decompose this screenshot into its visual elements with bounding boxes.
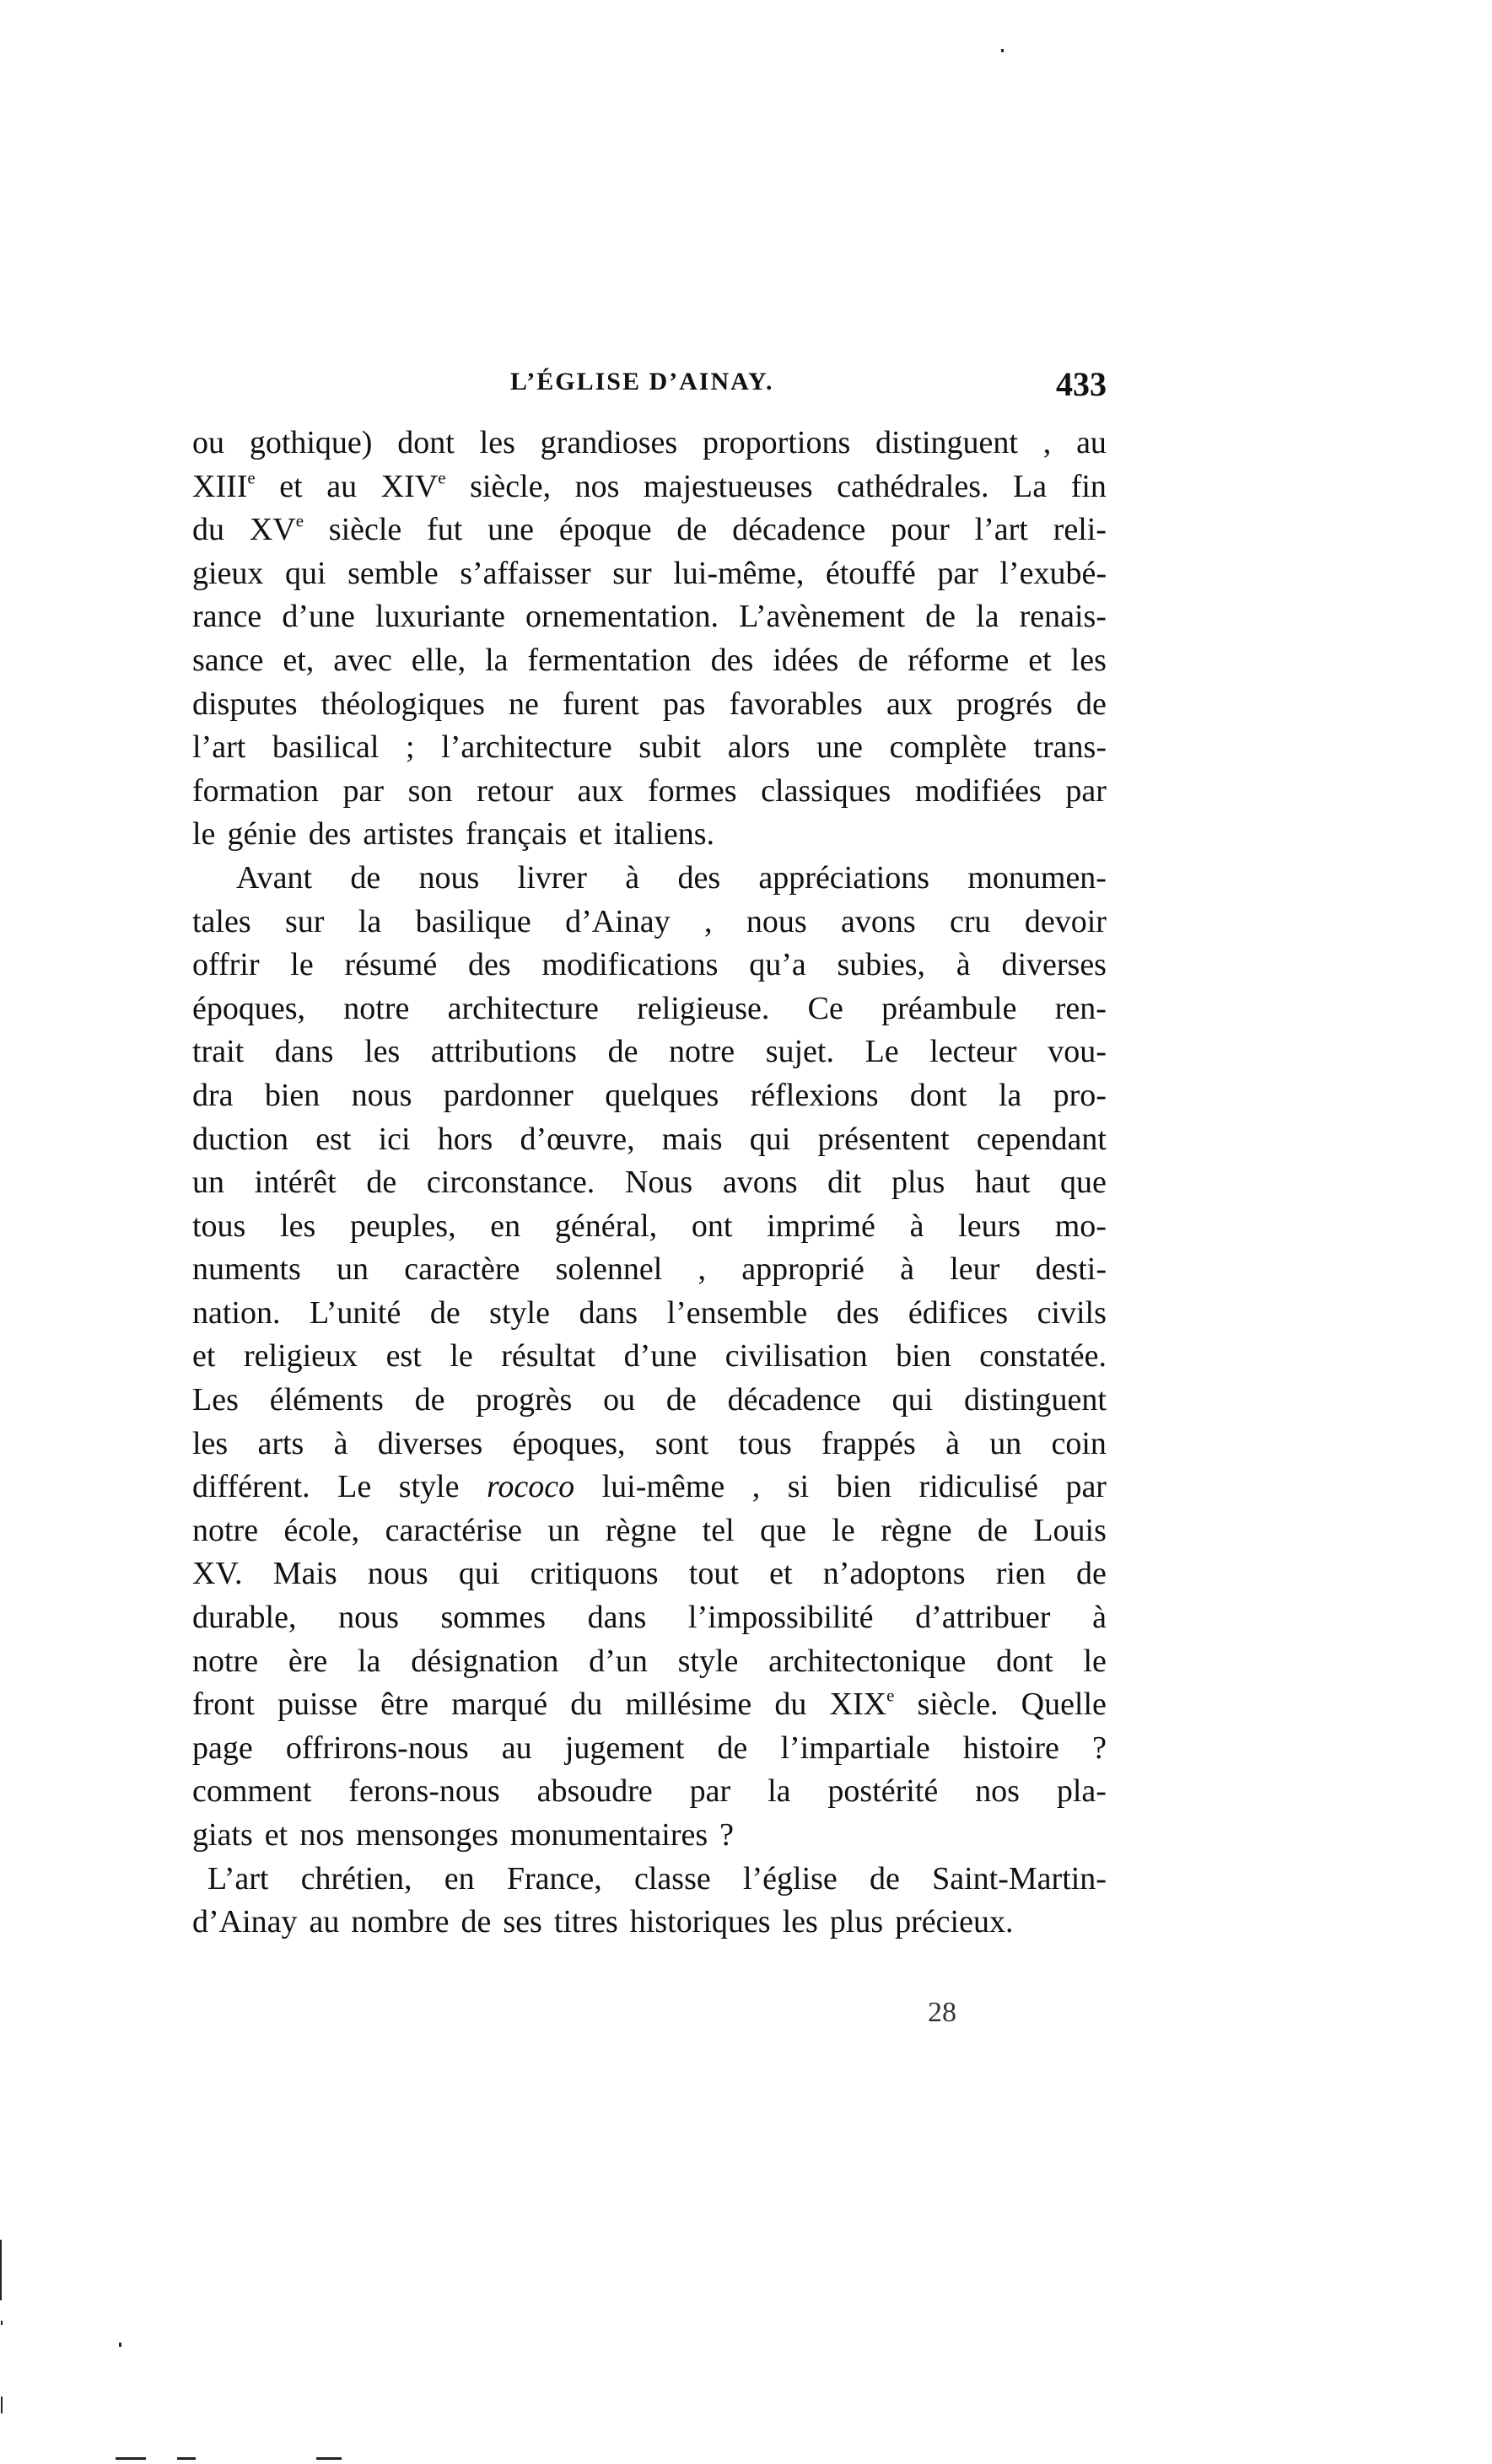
scan-artifact-dash	[177, 2457, 196, 2460]
text-line: disputes théologiques ne furent pas favorables aux progrés de	[192, 686, 1107, 722]
text-line: front puisse être marqué du millésime du XIXe siècle. Quelle	[192, 1685, 1107, 1723]
text-line: comment ferons-nous absoudre par la postérité nos pla-	[192, 1773, 1107, 1810]
scan-artifact-dash	[116, 2457, 146, 2460]
text-line: formation par son retour aux formes classiques modifiées par	[192, 772, 1107, 809]
text-line: les arts à diverses époques, sont tous frappés à un coin	[192, 1425, 1107, 1461]
body-text	[192, 422, 1107, 1945]
text-line: un intérêt de circonstance. Nous avons dit plus haut que	[192, 1165, 1107, 1201]
text-line: giats et nos mensonges monumentaires ?	[192, 1817, 735, 1853]
text-line: gieux qui semble s’affaisser sur lui-même, étouffé par l’exubé-	[192, 555, 1107, 591]
text-line: et religieux est le résultat d’une civilisation bien constatée.	[192, 1338, 1107, 1375]
text-line: différent. Le style rococo lui-même , si bien ridiculisé par	[192, 1469, 1107, 1505]
text-line: dra bien nous pardonner quelques réflexions dont la pro-	[192, 1077, 1107, 1113]
text-line: tales sur la basilique d’Ainay , nous avons cru devoir	[192, 903, 1107, 939]
text-line: XIIIe et au XIVe siècle, nos majestueuses cathédrales. La fin	[192, 466, 1107, 504]
text-line: notre ère la désignation d’un style architectonique dont le	[192, 1643, 1107, 1679]
signature-mark: 28	[928, 1997, 956, 2028]
text-line: offrir le résumé des modifications qu’a subies, à diverses	[192, 947, 1107, 983]
text-line: durable, nous sommes dans l’impossibilité d’attribuer à	[192, 1600, 1107, 1636]
scan-artifact-dash	[316, 2457, 342, 2460]
running-head	[192, 364, 1107, 406]
scan-artifact-line	[1, 2321, 3, 2325]
text-line: Les éléments de progrès ou de décadence qui distinguent	[192, 1382, 1107, 1418]
paragraph	[192, 1858, 1107, 1945]
text-line: rance d’une luxuriante ornementation. L’avènement de la renais-	[192, 599, 1107, 635]
text-line: l’art basilical ; l’architecture subit alors une complète trans-	[192, 729, 1107, 766]
text-line: nation. L’unité de style dans l’ensemble des édifices civils	[192, 1294, 1107, 1331]
paragraph	[192, 422, 1107, 857]
text-line: numents un caractère solennel , approprié à leur desti-	[192, 1251, 1107, 1288]
paragraph	[192, 857, 1107, 1858]
page-number: 433	[1056, 365, 1107, 403]
text-line: XV. Mais nous qui critiquons tout et n’adoptons rien de	[192, 1556, 1107, 1592]
text-line: tous les peuples, en général, ont imprimé à leurs mo-	[192, 1208, 1107, 1244]
scan-artifact-dot	[119, 2343, 121, 2347]
text-line: époques, notre architecture religieuse. Ce préambule ren-	[192, 990, 1107, 1026]
text-line: duction est ici hors d’œuvre, mais qui présentent cependant	[192, 1121, 1107, 1157]
text-line: sance et, avec elle, la fermentation des idées de réforme et les	[192, 642, 1107, 678]
text-line: ou gothique) dont les grandioses proportions distinguent , au	[192, 425, 1107, 460]
text-line: L’art chrétien, en France, classe l’église de Saint-Martin-	[207, 1860, 1107, 1896]
text-line: du XVe siècle fut une époque de décadence pour l’art reli-	[192, 510, 1107, 548]
scan-artifact-line	[1, 2397, 3, 2413]
text-line: notre école, caractérise un règne tel que le règne de Louis	[192, 1512, 1107, 1548]
scan-artifact-line	[0, 2240, 2, 2300]
text-line: Avant de nous livrer à des appréciations monumen-	[236, 859, 1107, 896]
text-line: trait dans les attributions de notre sujet. Le lecteur vou-	[192, 1034, 1107, 1070]
text-line: page offrirons-nous au jugement de l’impartiale histoire ?	[192, 1730, 1107, 1766]
text-line: d’Ainay au nombre de ses titres historiques les plus précieux.	[192, 1904, 1014, 1940]
text-line: le génie des artistes français et italiens.	[192, 816, 714, 853]
running-title: L’ÉGLISE D’AINAY.	[510, 368, 774, 395]
scan-artifact-mark	[1001, 49, 1004, 52]
